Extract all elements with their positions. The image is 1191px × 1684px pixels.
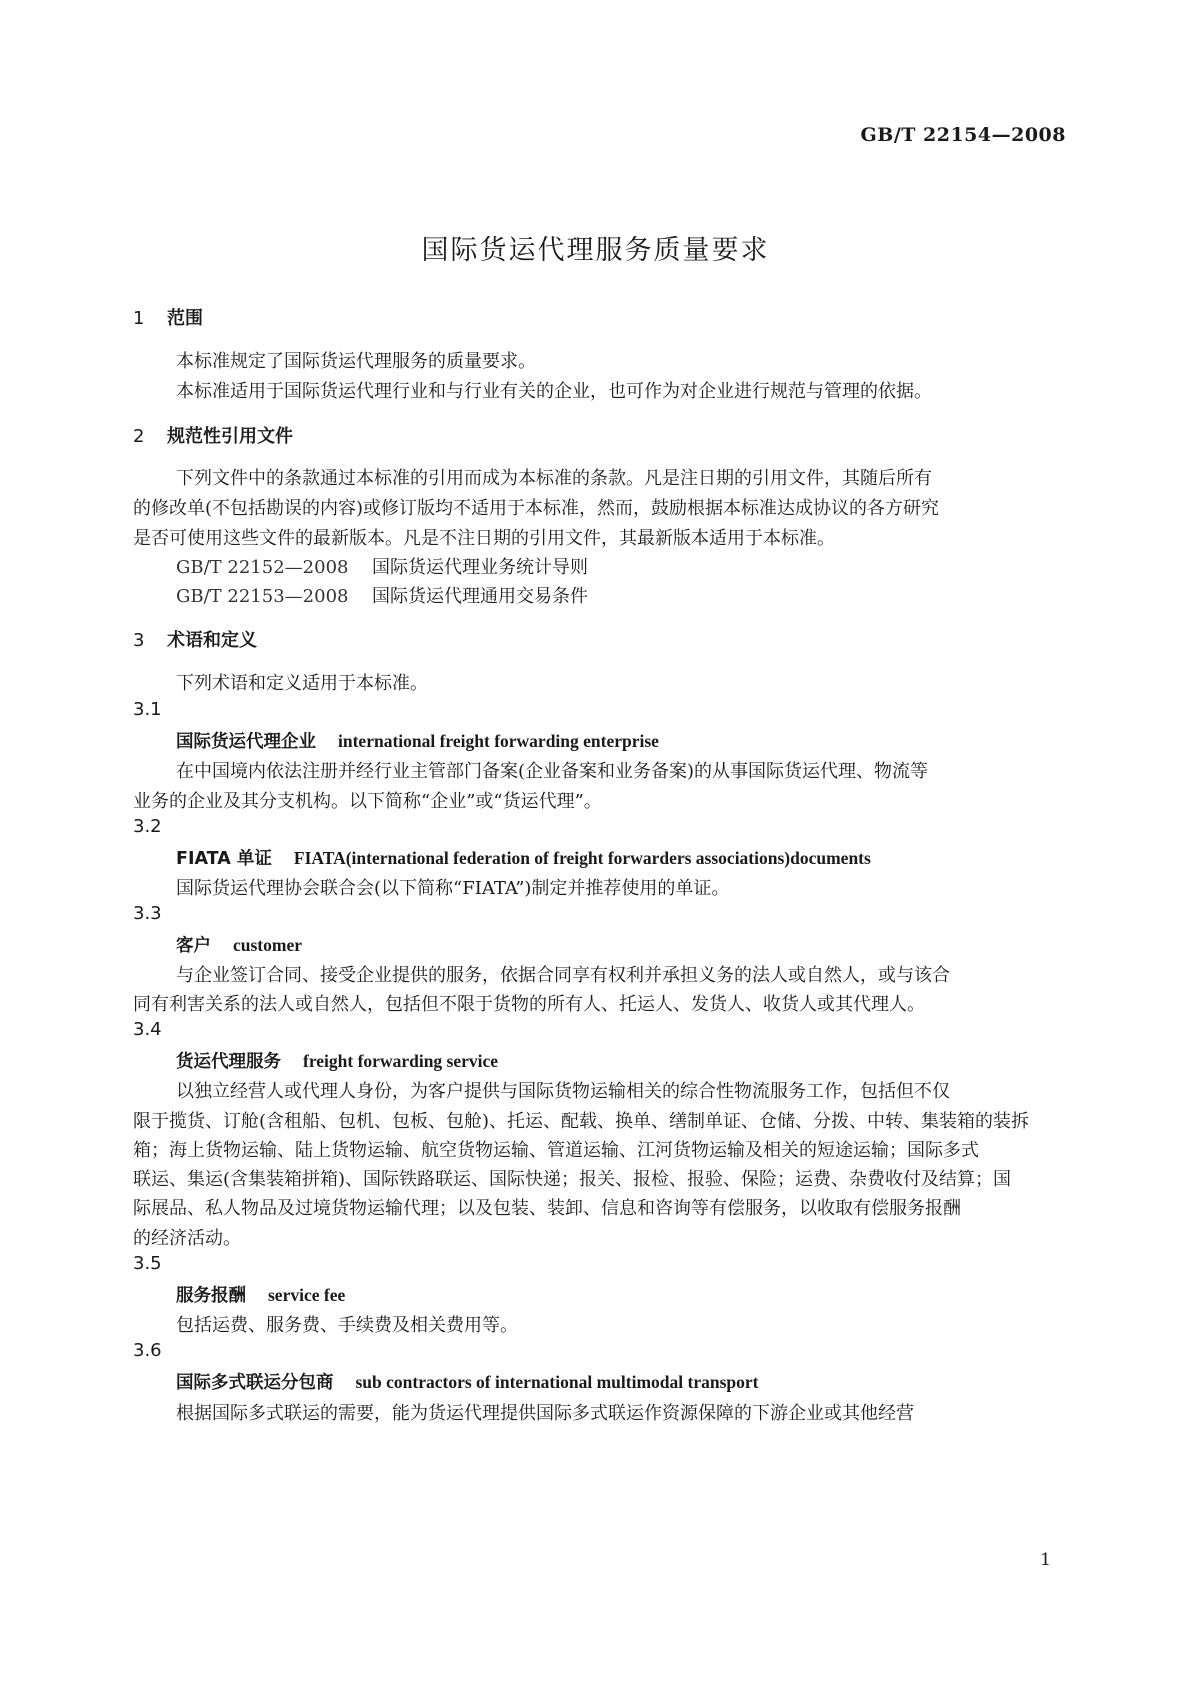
page-number: 1: [1040, 1550, 1051, 1570]
section-title: 术语和定义: [167, 630, 257, 651]
term-en: customer: [233, 935, 303, 955]
document-title: 国际货运代理服务质量要求: [421, 235, 770, 266]
term-heading: [176, 845, 871, 870]
section-2-heading: [133, 422, 293, 448]
definition-line: 业务的企业及其分支机构。以下简称“企业”或“货运代理”。: [133, 791, 602, 812]
paragraph: 下列术语和定义适用于本标准。: [176, 673, 428, 694]
definition-line: 包括运费、服务费、手续费及相关费用等。: [176, 1315, 518, 1336]
term-heading: [176, 1369, 758, 1394]
reference-code: GB/T 22152—2008: [176, 557, 349, 578]
definition-line: 际展品、私人物品及过境货物运输代理；以及包装、装卸、信息和咨询等有偿服务，以收取有偿服务报酬: [133, 1198, 961, 1219]
definition-line: 联运、集运(含集装箱拼箱)、国际铁路联运、国际快递；报关、报检、报验、保险；运费、杂费收付及结算；国: [133, 1169, 1012, 1190]
definition-line: 限于揽货、订舱(含租船、包机、包板、包舱)、托运、配载、换单、缮制单证、仓储、分拨、中转、集装箱的装拆: [133, 1111, 1030, 1132]
definition-line: 与企业签订合同、接受企业提供的服务，依据合同享有权利并承担义务的法人或自然人，或与该合: [176, 965, 950, 986]
term-heading: [176, 932, 302, 957]
reference-item: [176, 553, 588, 579]
clause-number: 3.2: [133, 816, 162, 837]
definition-line: 国际货运代理协会联合会(以下简称“FIATA”)制定并推荐使用的单证。: [176, 878, 730, 899]
paragraph: 本标准适用于国际货运代理行业和与行业有关的企业，也可作为对企业进行规范与管理的依据。: [176, 381, 932, 402]
reference-title: 国际货运代理通用交易条件: [372, 586, 588, 607]
section-number: 3: [133, 630, 145, 651]
term-heading: [176, 728, 659, 753]
reference-code: GB/T 22153—2008: [176, 586, 349, 607]
term-zh: FIATA 单证: [176, 849, 272, 869]
term-en: sub contractors of international multimodal transport: [355, 1372, 759, 1392]
paragraph-line: 下列文件中的条款通过本标准的引用而成为本标准的条款。凡是注日期的引用文件，其随后所有: [176, 468, 932, 489]
clause-number: 3.3: [133, 903, 162, 924]
reference-item: [176, 582, 588, 608]
clause-number: 3.5: [133, 1253, 162, 1274]
section-3-heading: [133, 626, 257, 652]
term-zh: 服务报酬: [176, 1286, 246, 1306]
term-heading: [176, 1048, 498, 1073]
term-zh: 国际货运代理企业: [176, 732, 316, 752]
definition-line: 根据国际多式联运的需要，能为货运代理提供国际多式联运作资源保障的下游企业或其他经营: [176, 1403, 914, 1424]
definition-line: 在中国境内依法注册并经行业主管部门备案(企业备案和业务备案)的从事国际货运代理、物流等: [176, 761, 929, 782]
paragraph-line: 是否可使用这些文件的最新版本。凡是不注日期的引用文件，其最新版本适用于本标准。: [133, 528, 835, 549]
term-en: freight forwarding service: [303, 1051, 499, 1071]
definition-line: 的经济活动。: [133, 1228, 241, 1249]
reference-title: 国际货运代理业务统计导则: [372, 557, 588, 578]
term-en: service fee: [268, 1285, 346, 1305]
definition-line: 箱；海上货物运输、陆上货物运输、航空货物运输、管道运输、江河货物运输及相关的短途运输；国际多式: [133, 1140, 979, 1161]
standard-code: GB/T 22154—2008: [860, 124, 1066, 146]
clause-number: 3.4: [133, 1019, 162, 1040]
definition-line: 以独立经营人或代理人身份，为客户提供与国际货物运输相关的综合性物流服务工作，包括但不仅: [176, 1081, 950, 1102]
paragraph: 本标准规定了国际货运代理服务的质量要求。: [176, 351, 536, 372]
term-en: FIATA(international federation of freight forwarders associations)documents: [293, 848, 871, 868]
definition-line: 同有利害关系的法人或自然人，包括但不限于货物的所有人、托运人、发货人、收货人或其代理人。: [133, 994, 925, 1015]
clause-number: 3.6: [133, 1340, 162, 1361]
section-number: 1: [133, 308, 145, 329]
term-en: international freight forwarding enterprise: [338, 731, 659, 751]
term-heading: [176, 1282, 345, 1307]
term-zh: 国际多式联运分包商: [176, 1373, 334, 1393]
paragraph-line: 的修改单(不包括勘误的内容)或修订版均不适用于本标准，然而，鼓励根据本标准达成协议的各方研究: [133, 498, 940, 519]
section-1-heading: [133, 304, 203, 330]
clause-number: 3.1: [133, 699, 162, 720]
section-title: 规范性引用文件: [167, 426, 293, 447]
section-number: 2: [133, 426, 145, 447]
term-zh: 客户: [176, 936, 211, 956]
term-zh: 货运代理服务: [176, 1052, 281, 1072]
section-title: 范围: [167, 308, 203, 329]
